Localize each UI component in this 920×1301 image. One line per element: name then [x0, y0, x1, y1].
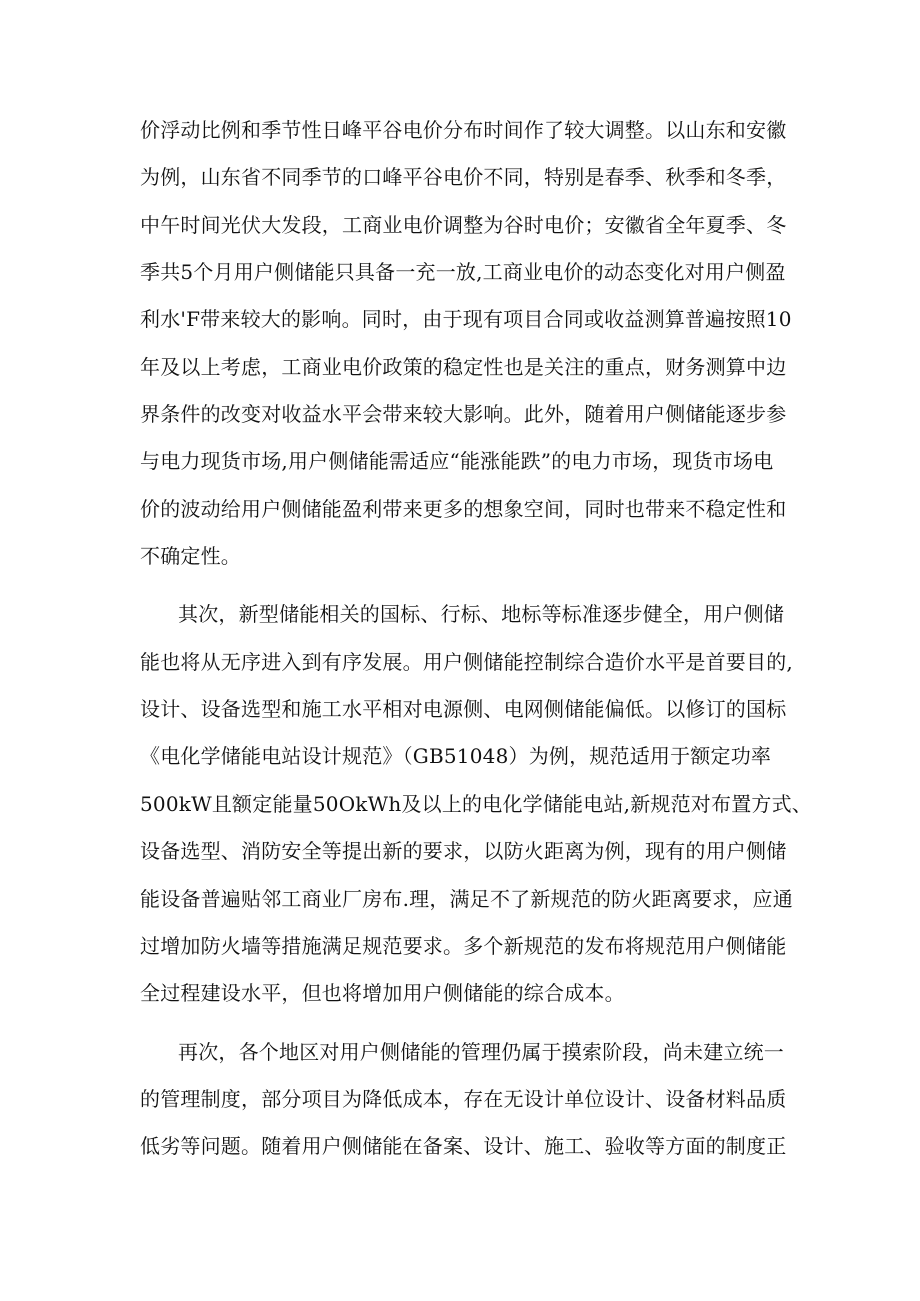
paragraph-line: 500kW且额定能量50OkWh及以上的电化学储能电站,新规范对布置方式、 — [140, 792, 813, 816]
paragraph-line: 其次，新型储能相关的国标、行标、地标等标准逐步健全，用户侧储 — [178, 602, 784, 626]
paragraph-line: 再次，各个地区对用户侧储能的管理仍属于摸索阶段，尚未建立统一 — [178, 1040, 784, 1064]
paragraph-line: 能设备普遍贴邻工商业厂房布.理，满足不了新规范的防火距离要求，应通 — [140, 887, 793, 911]
paragraph-line: 价的波动给用户侧储能盈利带来更多的想象空间，同时也带来不稳定性和 — [140, 497, 787, 521]
paragraph-line: 设备选型、消防安全等提出新的要求，以防火距离为例，现有的用户侧储 — [140, 839, 787, 863]
paragraph-line: 价浮动比例和季节性日峰平谷电价分布时间作了较大调整。以山东和安徽 — [140, 118, 787, 142]
paragraph-line: 季共5个月用户侧储能只具备一充一放,工商业电价的动态变化对用户侧盈 — [140, 260, 786, 284]
paragraph-line: 中午时间光伏大发段，工商业电价调整为谷时电价；安徽省全年夏季、冬 — [140, 213, 787, 237]
paragraph-line: 能也将从无序进入到有序发展。用户侧储能控制综合造价水平是首要目的, — [140, 650, 793, 674]
paragraph-line: 利水'F带来较大的影响。同时，由于现有项目合同或收益测算普遍按照10 — [140, 307, 792, 331]
paragraph-line: 年及以上考虑，工商业电价政策的稳定性也是关注的重点，财务测算中边 — [140, 355, 787, 379]
paragraph-line: 与电力现货市场,用户侧储能需适应“能涨能跌”的电力市场，现货市场电 — [140, 449, 774, 473]
paragraph-line: 的管理制度，部分项目为降低成本，存在无设计单位设计、设备材料品质 — [140, 1087, 787, 1111]
paragraph-line: 设计、设备选型和施工水平相对电源侧、电网侧储能偏低。以修订的国标 — [140, 697, 787, 721]
paragraph-line: 全过程建设水平，但也将增加用户侧储能的综合成本。 — [140, 981, 625, 1005]
paragraph-line: 过增加防火墙等措施满足规范要求。多个新规范的发布将规范用户侧储能 — [140, 934, 787, 958]
paragraph-line: 《电化学储能电站设计规范》（GB51048）为例，规范适用于额定功率 — [140, 744, 772, 768]
paragraph-line: 为例，山东省不同季节的口峰平谷电价不同，特别是春季、秋季和冬季， — [140, 165, 787, 189]
paragraph-line: 不确定性。 — [140, 544, 241, 568]
paragraph-line: 界条件的改变对收益水平会带来较大影响。此外，随着用户侧储能逐步参 — [140, 402, 787, 426]
paragraph-line: 低劣等问题。随着用户侧储能在备案、设计、施工、验收等方面的制度正 — [140, 1134, 787, 1158]
